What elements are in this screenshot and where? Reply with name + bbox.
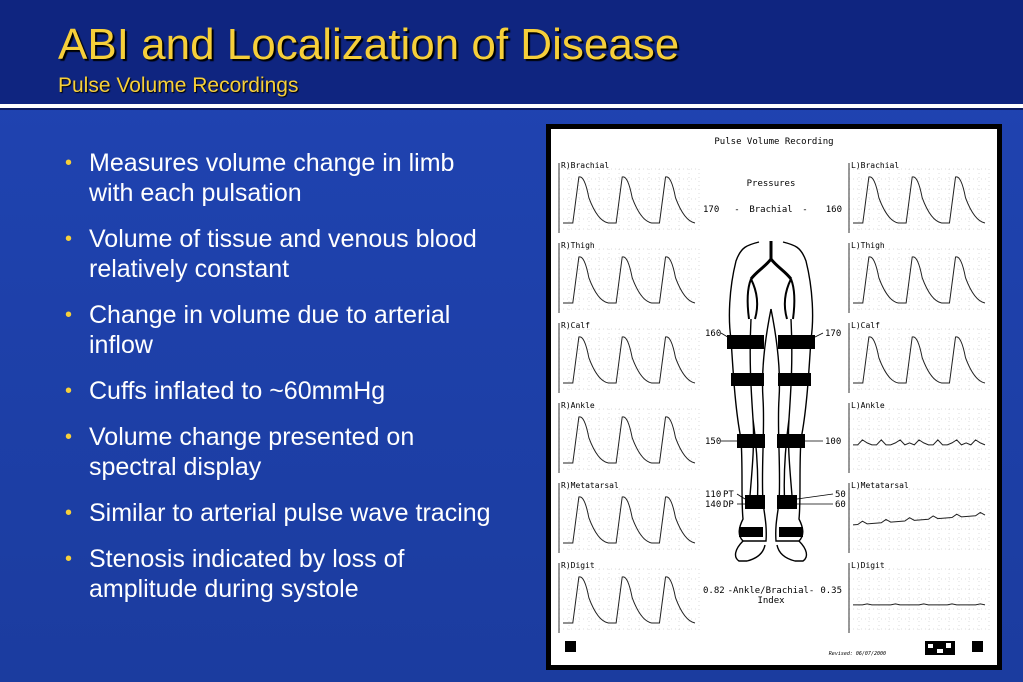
abi-right-value: 0.82 [703,586,725,596]
ankle-right-pressure: 150 [705,437,722,447]
pvr-heading: Pulse Volume Recording [714,137,834,147]
bullet-item [62,422,502,482]
cuff-right-digit [739,527,763,537]
pvr-panel-right-3 [559,401,699,473]
brachial-right-pressure: 170 [703,205,720,215]
pvr-waveform [853,440,985,445]
bullet-glyph: • [65,426,73,448]
bullet-item [62,498,502,528]
cuff-left-calf [778,373,811,386]
pvr-panel-label: L)Calf [851,321,880,330]
abi-left-value: 0.35 [820,586,842,596]
calf-left-pressure: 170 [825,329,842,339]
brachial-dash-2: - [802,205,808,215]
pt-label: PT [723,490,734,500]
pvr-panel-left-1 [849,241,989,313]
bullet-text: Measures volume change in limb with each pulsation [89,149,455,207]
pvr-waveform [563,177,695,223]
bullet-glyph: • [65,380,73,402]
cuff-left-ankle [777,434,805,448]
dp-right-pressure: 140 [705,500,722,510]
pvr-panel-label: R)Ankle [561,401,595,410]
slide-title: ABI and Localization of Disease [58,20,680,69]
pvr-panel-right-2 [559,321,699,393]
pvr-panel-left-2 [849,321,989,393]
aorta [751,241,791,279]
cuff-right-calf [731,373,764,386]
bullet-text: Similar to arterial pulse wave tracing [89,499,491,527]
pvr-waveform [563,577,695,623]
pvr-panel-right-1 [559,241,699,313]
pvr-panel-right-0 [559,161,699,233]
bullet-text: Cuffs inflated to ~60mmHg [89,377,386,405]
pvr-waveform [853,177,985,223]
brachial-label: Brachial [749,205,793,215]
dp-label: DP [723,500,734,510]
cuffs [727,335,815,537]
pvr-panels [559,161,989,633]
bullet-item [62,148,502,208]
bullet-text: Stenosis indicated by loss of amplitude during systole [89,545,405,603]
cuff-right-metatarsal [745,495,765,509]
pvr-panel-label: R)Brachial [561,161,610,170]
pressures-label: Pressures [746,179,796,189]
iliac-left [785,279,794,319]
pvr-panel-label: L)Thigh [851,241,885,250]
registration-mark-left [565,641,576,652]
bullet-text: Change in volume due to arterial inflow [89,301,451,359]
bullet-list [62,148,502,620]
pvr-waveform [563,337,695,383]
calf-right-pressure: 160 [705,329,722,339]
header-divider-shadow [0,108,1023,110]
registration-mark-right [972,641,983,652]
bullet-item [62,300,502,360]
pvr-panel-right-5 [559,561,699,633]
pt-left-leader [797,494,833,499]
pvr-waveform [853,604,985,605]
pvr-figure [551,129,997,665]
brachial-left-pressure: 160 [825,205,842,215]
pvr-waveform [853,257,985,303]
bullet-glyph: • [65,152,73,174]
bullet-glyph: • [65,228,73,250]
abi-index-label: Index [757,596,785,606]
revised-date: Revised: 06/07/2000 [828,651,886,657]
pvr-panel-label: L)Digit [851,561,885,570]
pt-left-pressure: 50 [835,490,846,500]
pvr-panel-left-3 [849,401,989,473]
cuff-right-ankle [737,434,765,448]
pvr-panel-right-4 [559,481,699,553]
bullet-text: Volume change presented on spectral display [89,423,415,481]
foot-left [777,541,806,561]
pvr-panel-label: L)Brachial [851,161,900,170]
ankle-left-pressure: 100 [825,437,842,447]
pvr-figure-frame [546,124,1002,670]
iliac-right [748,279,757,319]
cuff-left-thigh [778,335,815,349]
dp-left-pressure: 60 [835,500,846,510]
pvr-waveform [853,512,985,524]
pvr-panel-label: R)Metatarsal [561,481,619,490]
slide-subtitle: Pulse Volume Recordings [58,74,299,97]
pvr-panel-label: L)Metatarsal [851,481,909,490]
pvr-waveform [563,257,695,303]
bullet-item [62,224,502,284]
pvr-panel-left-0 [849,161,989,233]
brachial-dash-1: - [734,205,740,215]
pvr-panel-label: L)Ankle [851,401,885,410]
pvr-waveform [563,497,695,543]
pvr-waveform [563,417,695,463]
pvr-panel-left-4 [849,481,989,553]
legs-diagram [729,241,812,561]
bullet-item [62,376,502,406]
pvr-panel-label: R)Calf [561,321,590,330]
pvr-panel-left-5 [849,561,989,633]
bullet-glyph: • [65,548,73,570]
pvr-figure-svg [551,129,997,665]
pt-right-pressure: 110 [705,490,722,500]
cuff-left-digit [779,527,803,537]
pvr-panel-label: R)Thigh [561,241,595,250]
pvr-waveform [853,337,985,383]
bullet-glyph: • [65,304,73,326]
abi-label: -Ankle/Brachial- [727,586,815,596]
bullet-glyph: • [65,502,73,524]
foot-right [736,541,765,561]
pt-right-leader [737,494,745,499]
cuff-right-thigh [727,335,764,349]
bullet-item [62,544,502,604]
bullet-text: Volume of tissue and venous blood relatively constant [89,225,477,283]
pvr-panel-label: R)Digit [561,561,595,570]
cuff-left-metatarsal [777,495,797,509]
barcode-mark [925,641,955,655]
